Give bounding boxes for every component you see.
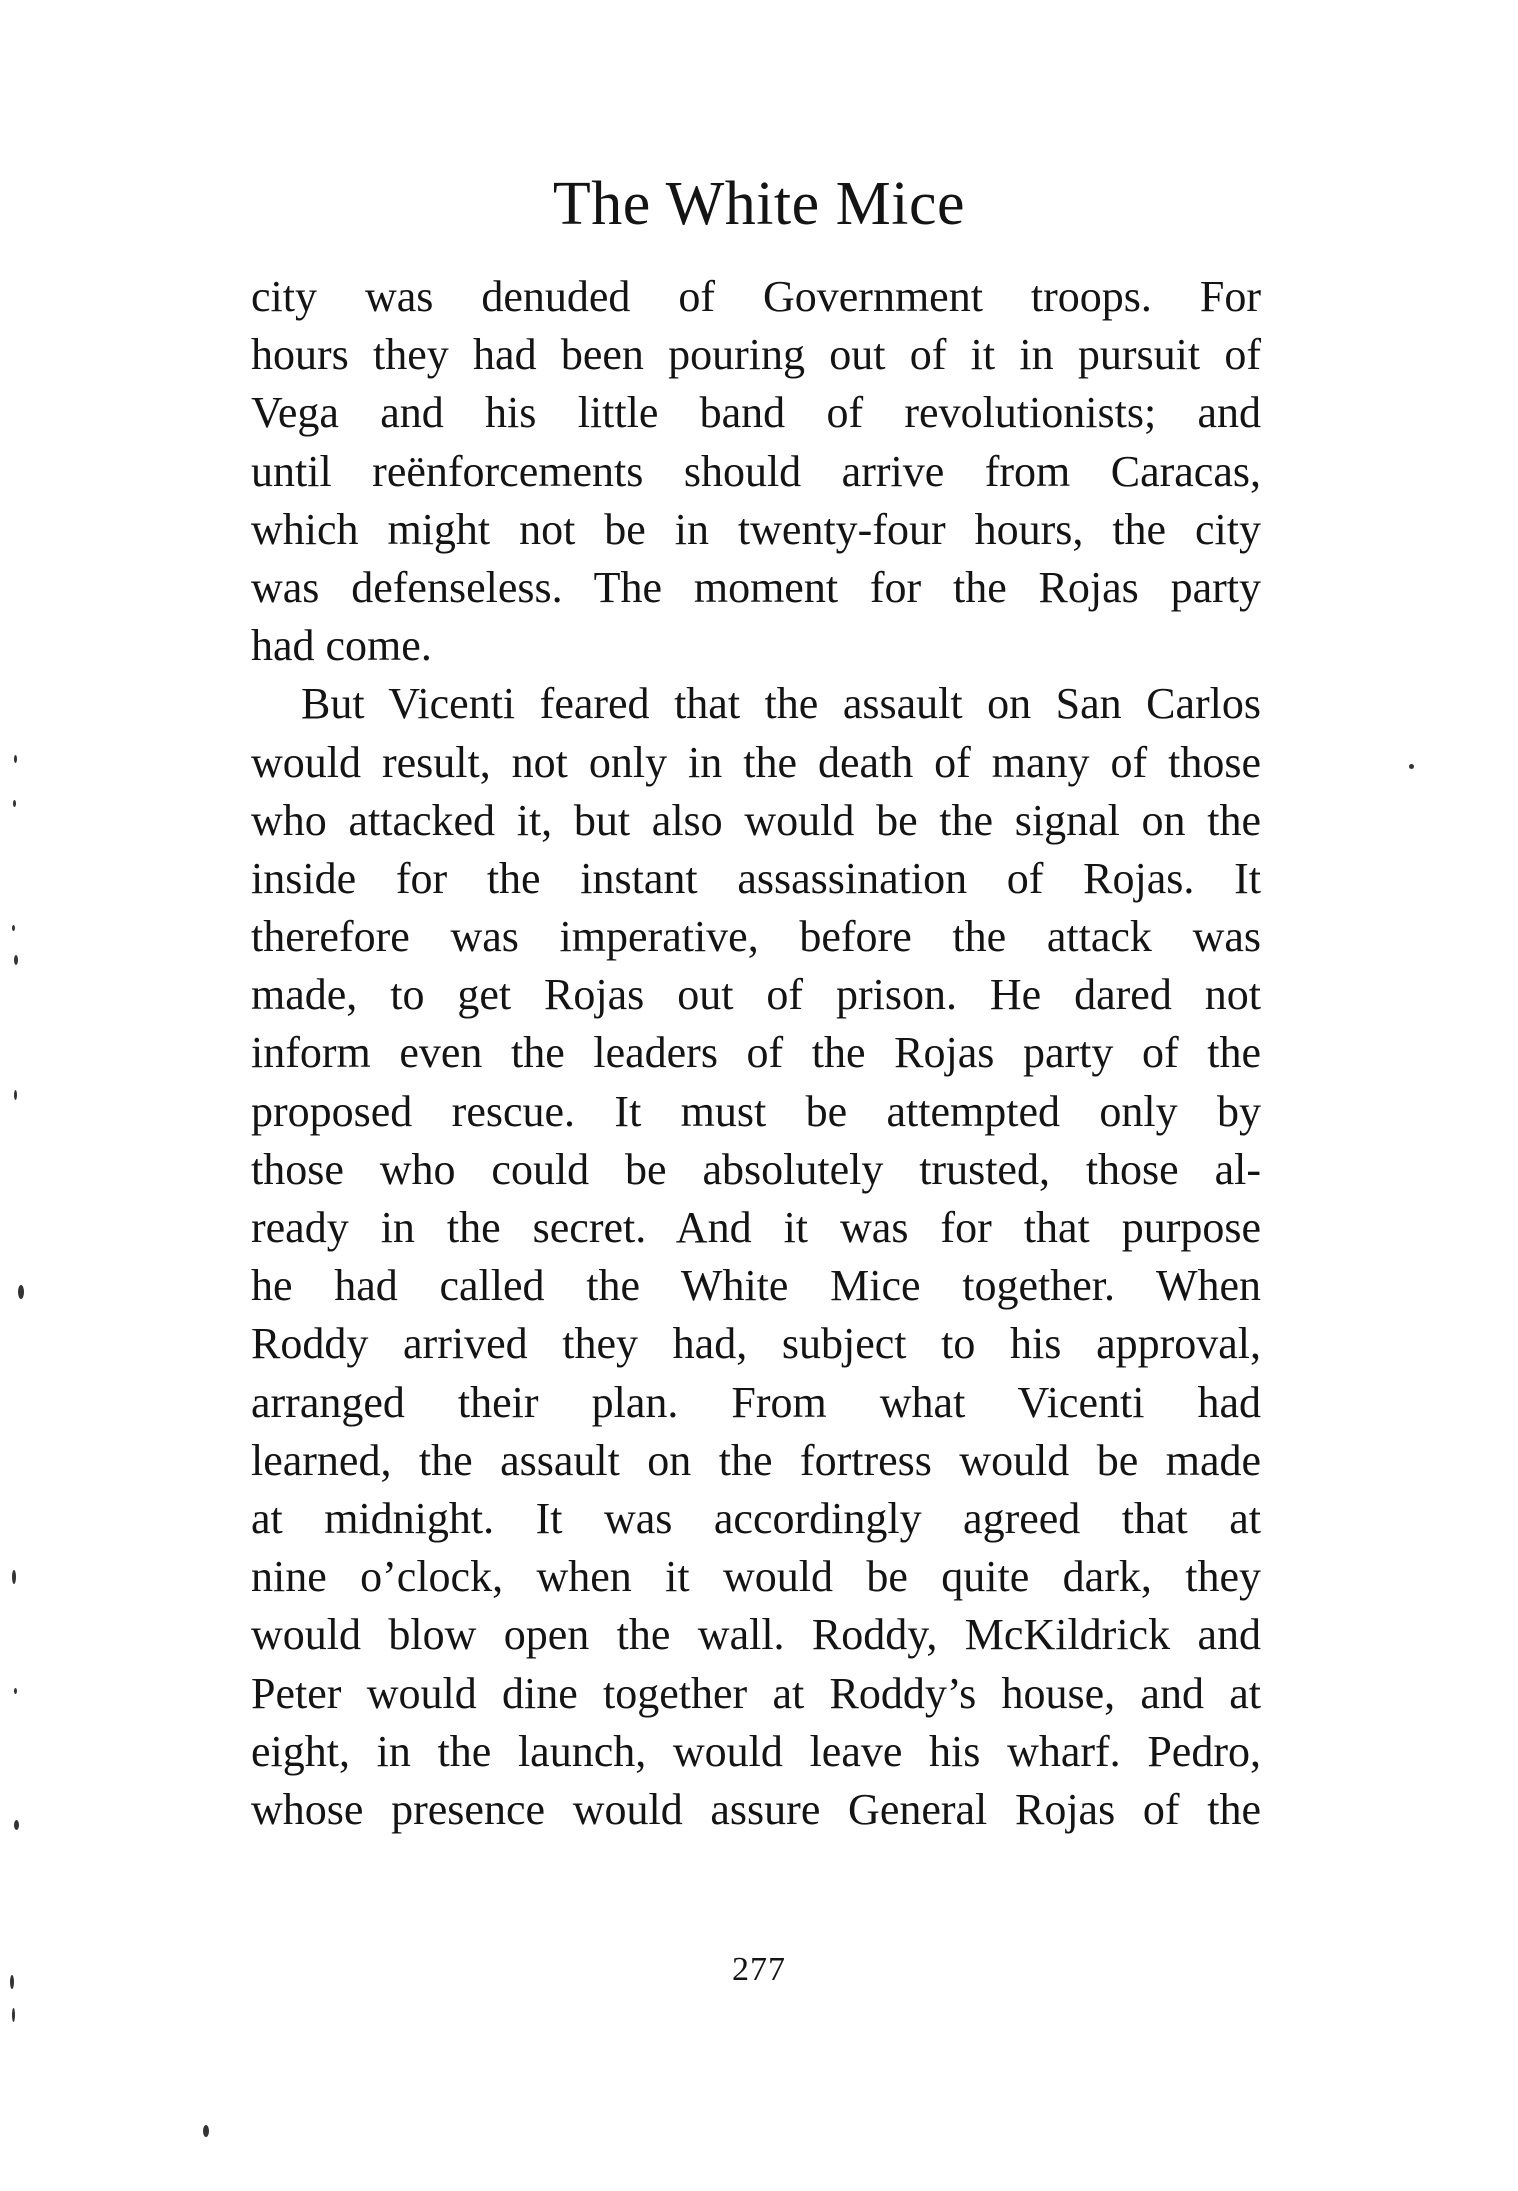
text-line: whose presence would assure General Rojas of the bbox=[251, 1784, 1261, 1834]
text-line: Vega and his little band of revolutionists; and bbox=[251, 388, 1261, 438]
text-line: had come. bbox=[251, 621, 432, 671]
text-line: hours they had been pouring out of it in pursuit of bbox=[251, 330, 1261, 380]
text-line: he had called the White Mice together. When bbox=[251, 1261, 1261, 1311]
scan-speck bbox=[12, 1570, 16, 1584]
scan-speck bbox=[14, 955, 18, 965]
text-line: Roddy arrived they had, subject to his approval, bbox=[251, 1319, 1261, 1369]
text-line: made, to get Rojas out of prison. He dared not bbox=[251, 970, 1261, 1020]
scan-speck bbox=[10, 1975, 14, 1989]
scan-speck bbox=[14, 1820, 19, 1830]
text-line: arranged their plan. From what Vicenti had bbox=[251, 1377, 1261, 1427]
text-line: until reënforcements should arrive from Caracas, bbox=[251, 446, 1261, 496]
text-line: eight, in the launch, would leave his wharf. Pedro, bbox=[251, 1726, 1261, 1776]
scan-speck bbox=[14, 1688, 17, 1694]
scan-speck bbox=[14, 1090, 17, 1100]
text-line: inform even the leaders of the Rojas party of the bbox=[251, 1028, 1261, 1078]
text-line: those who could be absolutely trusted, those al- bbox=[251, 1144, 1261, 1194]
text-line: But Vicenti feared that the assault on San Carlos bbox=[301, 679, 1261, 729]
paragraph-1 bbox=[251, 268, 1261, 675]
text-line: inside for the instant assassination of Rojas. It bbox=[251, 853, 1261, 903]
paragraph-2 bbox=[251, 675, 1261, 1839]
text-line: which might not be in twenty-four hours, the city bbox=[251, 504, 1261, 554]
text-line: city was denuded of Government troops. For bbox=[251, 272, 1261, 321]
text-line: ready in the secret. And it was for that purpose bbox=[251, 1203, 1261, 1252]
running-head: The White Mice bbox=[552, 170, 966, 238]
scan-speck bbox=[13, 800, 16, 807]
scan-speck bbox=[18, 1285, 24, 1299]
text-line: who attacked it, but also would be the signal on the bbox=[251, 795, 1261, 845]
scan-speck bbox=[203, 2125, 209, 2137]
scan-speck bbox=[12, 2008, 15, 2022]
text-line: proposed rescue. It must be attempted only by bbox=[251, 1086, 1261, 1136]
page-number: 277 bbox=[732, 1951, 786, 1988]
scan-speck bbox=[14, 755, 17, 763]
scan-speck bbox=[1409, 764, 1414, 769]
text-line: Peter would dine together at Roddy’s house, and at bbox=[251, 1668, 1261, 1718]
text-line: was defenseless. The moment for the Rojas party bbox=[251, 562, 1261, 612]
text-line: would blow open the wall. Roddy, McKildrick and bbox=[251, 1610, 1261, 1660]
body-text bbox=[251, 268, 1261, 1839]
text-line: therefore was imperative, before the attack was bbox=[251, 912, 1261, 962]
scan-speck bbox=[12, 925, 15, 931]
text-line: nine o’clock, when it would be quite dark, they bbox=[251, 1552, 1261, 1602]
text-line: at midnight. It was accordingly agreed that at bbox=[251, 1493, 1261, 1543]
text-line: learned, the assault on the fortress would be made bbox=[251, 1435, 1261, 1485]
text-line: would result, not only in the death of many of those bbox=[251, 737, 1261, 787]
